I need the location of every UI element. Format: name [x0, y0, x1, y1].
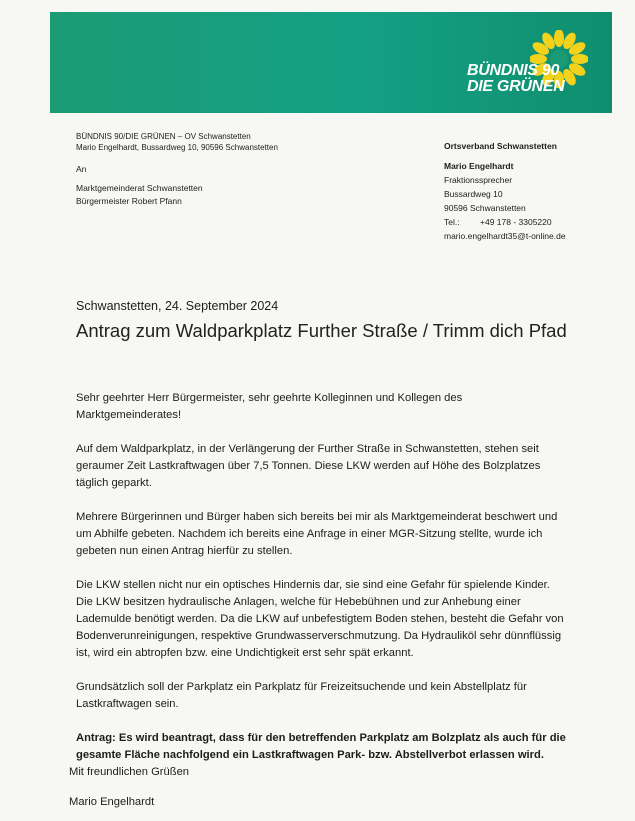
contact-name: Mario Engelhardt: [444, 161, 514, 171]
motion-paragraph: Antrag: Es wird beantragt, dass für den betreffenden Parkplatz am Bolzplatz als auch für die gesamte Fläche nachfolgend ein Lastkraftwagen Park- bzw. Abstellverbot erlassen wird.: [76, 732, 566, 761]
party-logo: [455, 30, 595, 105]
paragraph: Sehr geehrter Herr Bürgermeister, sehr geehrte Kolleginnen und Kollegen des Marktgemeinderates!: [76, 392, 463, 421]
letter-title: Antrag zum Waldparkplatz Further Straße / Trimm dich Pfad: [76, 320, 567, 341]
contact-block: [444, 139, 566, 243]
logo-line1: BÜNDNIS 90: [467, 62, 560, 79]
paragraph: Die LKW stellen nicht nur ein optisches Hindernis dar, sie sind eine Gefahr für spielende Kinder. Die LKW besitzen hydraulische Anlagen, welche für Hebebühnen und zur Anhebung einer Lademulde benötigt werden. Da die LKW auf unbefestigtem Boden stehen, besteht die Gefahr von Bodenverunreinigungen, respektive Grundwasserverschmutzung. Da Hydrauliköl sehr dünnflüssig ist, wird ein abtropfen bzw. eine Undichtigkeit erst sehr spät erkannt.: [76, 579, 564, 659]
letter-body: [76, 390, 566, 781]
sender-line2: Mario Engelhardt, Bussardweg 10, 90596 Schwanstetten: [76, 143, 278, 152]
logo-wordmark: [467, 63, 564, 95]
contact-email: mario.engelhardt35@t-online.de: [444, 231, 566, 241]
signature: Mario Engelhardt: [69, 796, 155, 808]
contact-phone: [444, 215, 566, 229]
paragraph: Auf dem Waldparkplatz, in der Verlängerung der Further Straße in Schwanstetten, stehen seit geraumer Zeit Lastkraftwagen über 7,5 Tonnen. Diese LKW werden auf Höhe des Bolzplatzes täglich geparkt.: [76, 443, 541, 489]
paragraph: Grundsätzlich soll der Parkplatz ein Parkplatz für Freizeitsuchende und kein Abstellplatz für Lastkraftwagen sein.: [76, 681, 527, 710]
tel-number: +49 178 - 3305220: [480, 217, 552, 227]
recipient-block: [76, 163, 203, 208]
recipient-line: An: [76, 164, 87, 174]
closing: Mit freundlichen Grüßen: [69, 766, 190, 778]
contact-role: Fraktionssprecher: [444, 175, 513, 185]
contact-org: Ortsverband Schwanstetten: [444, 141, 557, 151]
recipient-line: Bürgermeister Robert Pfann: [76, 196, 182, 206]
contact-city: 90596 Schwanstetten: [444, 203, 526, 213]
letter-date: Schwanstetten, 24. September 2024: [76, 299, 279, 313]
tel-label: Tel.:: [444, 217, 460, 227]
paragraph: Mehrere Bürgerinnen und Bürger haben sich bereits bei mir als Marktgemeinderat beschwert und um Abhilfe gebeten. Nachdem ich bereits eine Anfrage in einer MGR-Sitzung stellte, wurde ich gebeten nun einen Antrag hierfür zu stellen.: [76, 511, 558, 557]
sender-block: [76, 131, 278, 153]
recipient-line: Marktgemeinderat Schwanstetten: [76, 183, 203, 193]
sender-line1: BÜNDNIS 90/DIE GRÜNEN – OV Schwanstetten: [76, 132, 251, 141]
logo-line2: DIE GRÜNEN: [467, 78, 565, 95]
contact-street: Bussardweg 10: [444, 189, 503, 199]
